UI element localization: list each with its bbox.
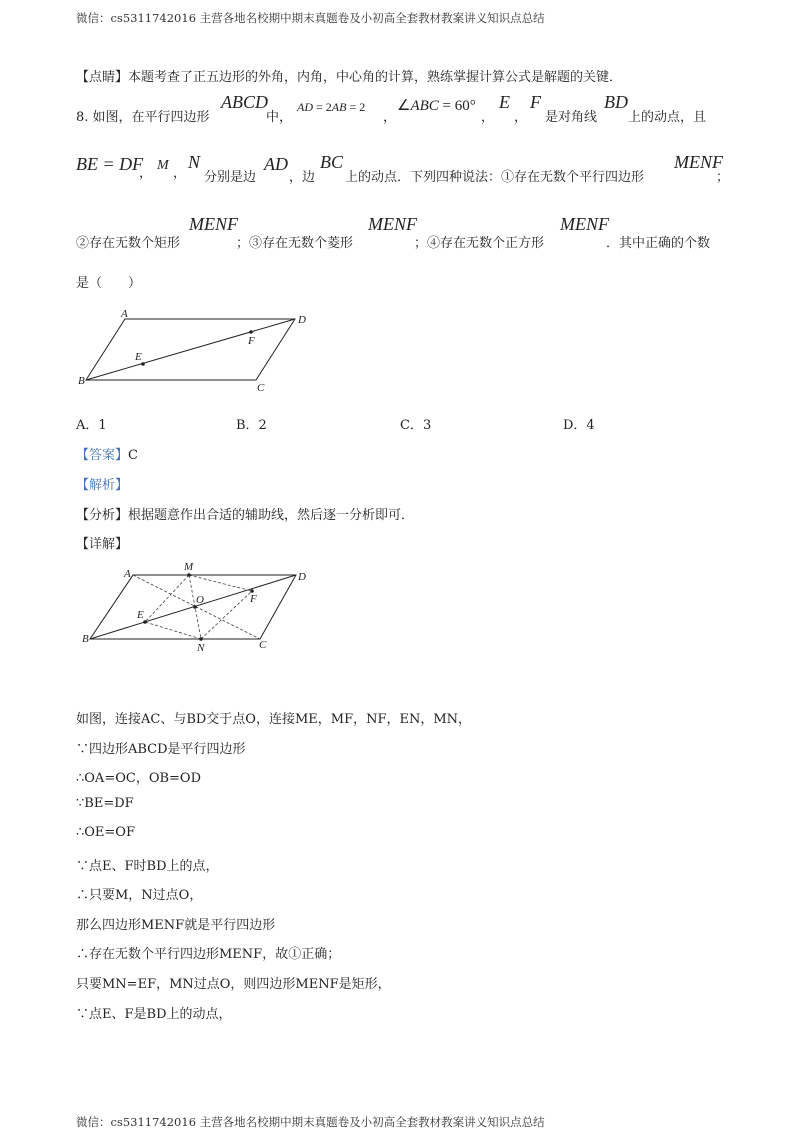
point-m xyxy=(187,573,191,577)
comma-4: ， xyxy=(139,166,153,181)
point-e xyxy=(141,362,145,366)
option-c[interactable]: C．3 xyxy=(400,418,432,433)
moving-point-text: 上的动点，且 xyxy=(628,110,707,125)
analysis-tag: 【解析】 xyxy=(76,478,129,493)
math-bc: BC xyxy=(320,152,344,172)
label-f: F xyxy=(248,335,255,347)
solution-line-10: 只要MN=EF，MN过点O，则四边形MENF是矩形， xyxy=(76,977,391,992)
solution-line-6: ∵点E、F时BD上的点， xyxy=(76,859,219,874)
solution-line-1: 如图，连接AC、与BD交于点O，连接ME，MF，NF，EN，MN， xyxy=(76,712,472,727)
math-e: E xyxy=(499,92,510,112)
label-b-2: B xyxy=(82,633,89,645)
comma-2: ， xyxy=(481,110,495,125)
label-c-2: C xyxy=(259,639,267,651)
statements-intro: 上的动点．下列四种说法：①存在无数个平行四边形 xyxy=(345,170,645,185)
solution-line-3: ∴OA=OC，OB=OD xyxy=(76,771,201,786)
solution-line-5: ∴OE=OF xyxy=(76,825,135,840)
on-diagonal-text: 是对角线 xyxy=(545,110,598,125)
point-e-2 xyxy=(143,620,147,624)
solution-line-4: ∵BE=DF xyxy=(76,796,134,811)
auxiliary-figure xyxy=(76,558,326,658)
option-a[interactable]: A．1 xyxy=(76,418,107,433)
math-abcd: ABCD xyxy=(221,92,268,112)
solution-line-11: ∵点E、F是BD上的动点， xyxy=(76,1007,232,1022)
label-f-2: F xyxy=(250,593,257,605)
comma-3: ， xyxy=(514,110,528,125)
solution-line-7: ∴只要M，N过点O， xyxy=(76,888,203,903)
option-b[interactable]: B．2 xyxy=(236,418,267,433)
label-c: C xyxy=(257,382,265,394)
label-d-2: D xyxy=(298,571,306,583)
question-number-text: 8. 如图，在平行四边形 xyxy=(76,110,210,125)
answer-tag: 【答案】 xyxy=(76,448,129,463)
solution-line-9: ∴存在无数个平行四边形MENF，故①正确； xyxy=(76,947,341,962)
point-n xyxy=(199,637,203,641)
math-bd: BD xyxy=(604,92,628,112)
diagonal-bd xyxy=(86,319,295,380)
label-a: A xyxy=(121,308,128,320)
comma-5: ， xyxy=(173,166,187,181)
question-is-text: 是（ ） xyxy=(76,276,142,291)
zhong-text: 中， xyxy=(266,110,293,125)
fenxi-text: 【分析】根据题意作出合适的辅助线，然后逐一分析即可． xyxy=(76,508,415,523)
solution-line-8: 那么四边形MENF就是平行四边形 xyxy=(76,918,276,933)
comment-text: 【点睛】本题考查了正五边形的外角，内角，中心角的计算，熟练掌握计算公式是解题的关键． xyxy=(76,70,623,85)
answer-line xyxy=(76,444,138,463)
label-n: N xyxy=(197,642,205,654)
math-angle-abc: ∠ABC = 60° xyxy=(397,98,476,114)
question-line-1 xyxy=(76,106,210,125)
parallelogram-figure xyxy=(76,305,326,400)
math-ad: AD xyxy=(264,154,288,174)
math-n: N xyxy=(188,152,201,172)
math-ad-2ab: AD = 2AB = 2 xyxy=(297,100,366,114)
label-b: B xyxy=(78,375,85,387)
comma-1: ， xyxy=(383,110,397,125)
page-header: 微信：cs5311742016 主营各地名校期中期末真题卷及小初高全套教材教案讲义知识点总结 xyxy=(76,11,545,25)
question-tail: ．其中正确的个数 xyxy=(606,236,711,251)
option-d[interactable]: D．4 xyxy=(563,418,595,433)
statement-4-text: ；④存在无数个正方形 xyxy=(414,236,545,251)
math-menf-1: MENF xyxy=(674,152,723,172)
sides-text: 分别是边 xyxy=(204,170,257,185)
detail-tag: 【详解】 xyxy=(76,537,129,552)
label-a-2: A xyxy=(124,568,131,580)
side-text-2: ，边 xyxy=(289,170,316,185)
label-e: E xyxy=(135,351,142,363)
label-m: M xyxy=(184,561,194,573)
solution-line-2: ∵四边形ABCD是平行四边形 xyxy=(76,742,246,757)
point-f xyxy=(249,330,253,334)
label-e-2: E xyxy=(137,609,144,621)
math-menf-4: MENF xyxy=(560,214,609,234)
math-be-df: BE = DF xyxy=(76,154,144,174)
answer-value: C xyxy=(128,448,138,463)
statement-2-text: ②存在无数个矩形 xyxy=(76,236,181,251)
math-menf-2: MENF xyxy=(189,214,238,234)
semicolon-1: ； xyxy=(716,170,730,185)
math-m: M xyxy=(157,158,169,173)
math-menf-3: MENF xyxy=(368,214,417,234)
statement-3-text: ；③存在无数个菱形 xyxy=(236,236,354,251)
label-d: D xyxy=(298,314,306,326)
math-f: F xyxy=(530,92,541,112)
page-footer: 微信：cs5311742016 主营各地名校期中期末真题卷及小初高全套教材教案讲义知识点总结 xyxy=(76,1115,545,1129)
label-o: O xyxy=(196,594,204,606)
